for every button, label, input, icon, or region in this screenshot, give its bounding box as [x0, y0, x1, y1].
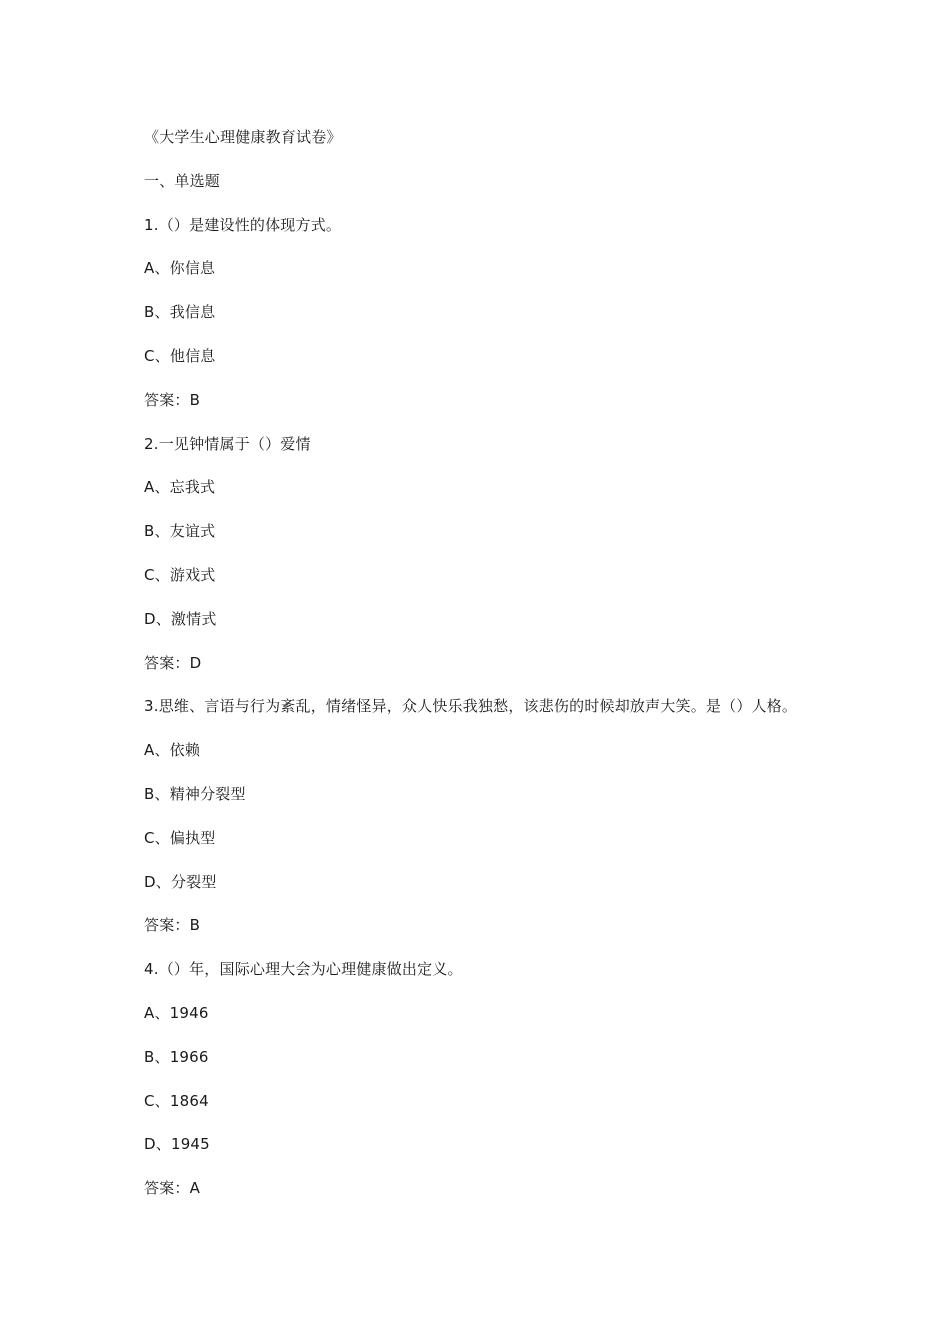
answer-line: 答案：B: [144, 916, 201, 935]
section-heading: 一、单选题: [144, 171, 221, 190]
question-2: [144, 429, 864, 692]
question-stem: 4.（）年，国际心理大会为心理健康做出定义。: [144, 960, 463, 979]
option-d: D、分裂型: [144, 872, 217, 891]
question-stem: 3.思维、言语与行为紊乱，情绪怪异，众人快乐我独愁，该悲伤的时候却放声大笑。是（）人格。: [144, 697, 798, 716]
document-title: 《大学生心理健康教育试卷》: [144, 128, 342, 146]
option-a: A、你信息: [144, 259, 216, 278]
option-c: C、1864: [144, 1091, 209, 1110]
answer-line: 答案：B: [144, 390, 201, 409]
question-stem: 1.（）是建设性的体现方式。: [144, 215, 342, 234]
answer-line: 答案：A: [144, 1179, 201, 1198]
option-c: C、他信息: [144, 346, 216, 365]
option-c: C、偏执型: [144, 828, 216, 847]
option-a: A、依赖: [144, 741, 201, 760]
question-3: [144, 691, 864, 954]
option-d: D、激情式: [144, 609, 217, 628]
option-b: B、我信息: [144, 303, 216, 322]
question-stem: 2.一见钟情属于（）爱情: [144, 434, 311, 453]
option-d: D、1945: [144, 1135, 210, 1154]
option-b: B、精神分裂型: [144, 784, 246, 803]
option-a: A、忘我式: [144, 478, 216, 497]
option-b: B、1966: [144, 1047, 209, 1066]
option-c: C、游戏式: [144, 565, 216, 584]
document-body: [144, 122, 864, 1217]
option-b: B、友谊式: [144, 522, 216, 541]
answer-line: 答案：D: [144, 653, 202, 672]
question-1: [144, 210, 864, 429]
question-4: [144, 954, 864, 1217]
option-a: A、1946: [144, 1003, 209, 1022]
